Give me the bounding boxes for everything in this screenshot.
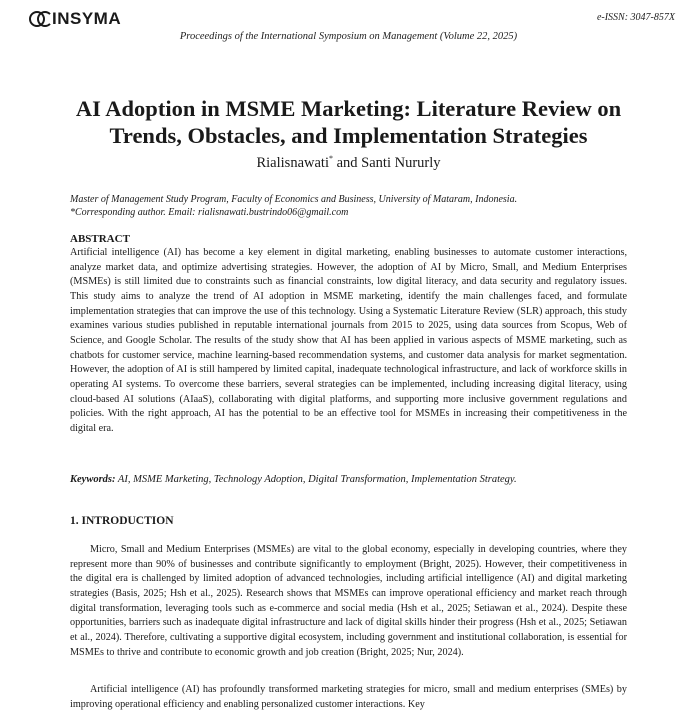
- introduction-paragraph-1: Micro, Small and Medium Enterprises (MSMEs) are vital to the global economy, especially in developing countries, where they represent more than 90% of businesses and contribute significantly to employment (Bright, 2025). However, their competitiveness in the digital era is challenged by limited adoption of advanced technologies, including artificial intelligence (AI) and digital marketing strategies (Basis, 2025; Hsh et al., 2025). Research shows that MSMEs can improve operational efficiency and market reach through digital transformation, leveraging tools such as e-commerce and social media (Hsh et al., 2025; Setiawan et al., 2024). Despite these opportunities, barriers such as inadequate digital infrastructure and lack of digital skills hinder their progress (Hsh et al., 2025; Setiawan et al., 2024). Therefore, cultivating a supportive digital ecosystem, including government and institutional collaboration, is essential for MSMEs to thrive and contribute to economic growth and job creation (Bright, 2025; Nur, 2024).: [70, 544, 627, 658]
- logo-text: INSYMA: [52, 9, 122, 28]
- affiliation: Master of Management Study Program, Faculty of Economics and Business, University of Mataram, Indonesia.: [70, 194, 518, 205]
- author-line: [0, 154, 697, 172]
- section-heading-introduction: 1. INTRODUCTION: [70, 515, 174, 527]
- keywords-label: Keywords:: [70, 474, 116, 485]
- issn-label: e-ISSN: 3047-857X: [596, 12, 675, 23]
- paper-title: AI Adoption in MSME Marketing: Literature Review on Trends, Obstacles, and Implementation Strategies: [75, 96, 622, 148]
- abstract-heading: ABSTRACT: [70, 233, 130, 245]
- author-separator: and: [332, 154, 362, 171]
- keywords-line: [70, 474, 627, 485]
- corresponding-email: *Corresponding author. Email: rialisnawati.bustrindo06@gmail.com: [70, 207, 349, 218]
- proceedings-header: Proceedings of the International Symposium on Management (Volume 22, 2025): [179, 31, 518, 42]
- introduction-paragraph-2: Artificial intelligence (AI) has profoundly transformed marketing strategies for micro, small and medium enterprises (SMEs) by improving operational efficiency and enabling personalized customer interactions. Key: [70, 684, 627, 710]
- author-2: Santi Nururly: [361, 154, 441, 171]
- author-1: Rialisnawati: [256, 154, 329, 171]
- conference-logo: [29, 9, 121, 29]
- logo-rings-icon: [29, 10, 51, 28]
- affiliation-block: [70, 193, 670, 219]
- keywords-text: AI, MSME Marketing, Technology Adoption, Digital Transformation, Implementation Strategy.: [115, 474, 517, 485]
- corresponding-mark: *: [328, 154, 333, 163]
- abstract-body: Artificial intelligence (AI) has become a key element in digital marketing, enabling businesses to automate customer interactions, analyze market data, and optimize advertising strategies. However, the adoption of AI by Micro, Small, and Medium Enterprises (MSMEs) is still limited due to constraints such as financial constraints, low digital literacy, and data security and regulatory issues. This study aims to analyze the trend of AI adoption in MSME marketing, identify the main challenges faced, and formulate implementation strategies that can improve the use of this technology. Using a Systematic Literature Review (SLR) approach, this study examines various studies published in reputable international journals from 2015 to 2025, using data sources from Scopus, Web of Science, and Google Scholar. The results of the study show that AI has been applied in various aspects of MSME marketing, such as chatbots for customer service, machine learning-based recommendation systems, and customer data analysis for market segmentation. However, the adoption of AI is still hampered by limited capital, inadequate technological infrastructure, and lack of workforce skills in operating AI systems. To overcome these barriers, several strategies can be implemented, including increasing digital literacy, using cloud-based AI solutions (AIaaS), collaborating with digital platforms, and supporting more inclusive government regulations and policies. With the right approach, AI has the potential to be an effective tool for MSMEs in increasing their competitiveness in the digital era.: [70, 247, 627, 434]
